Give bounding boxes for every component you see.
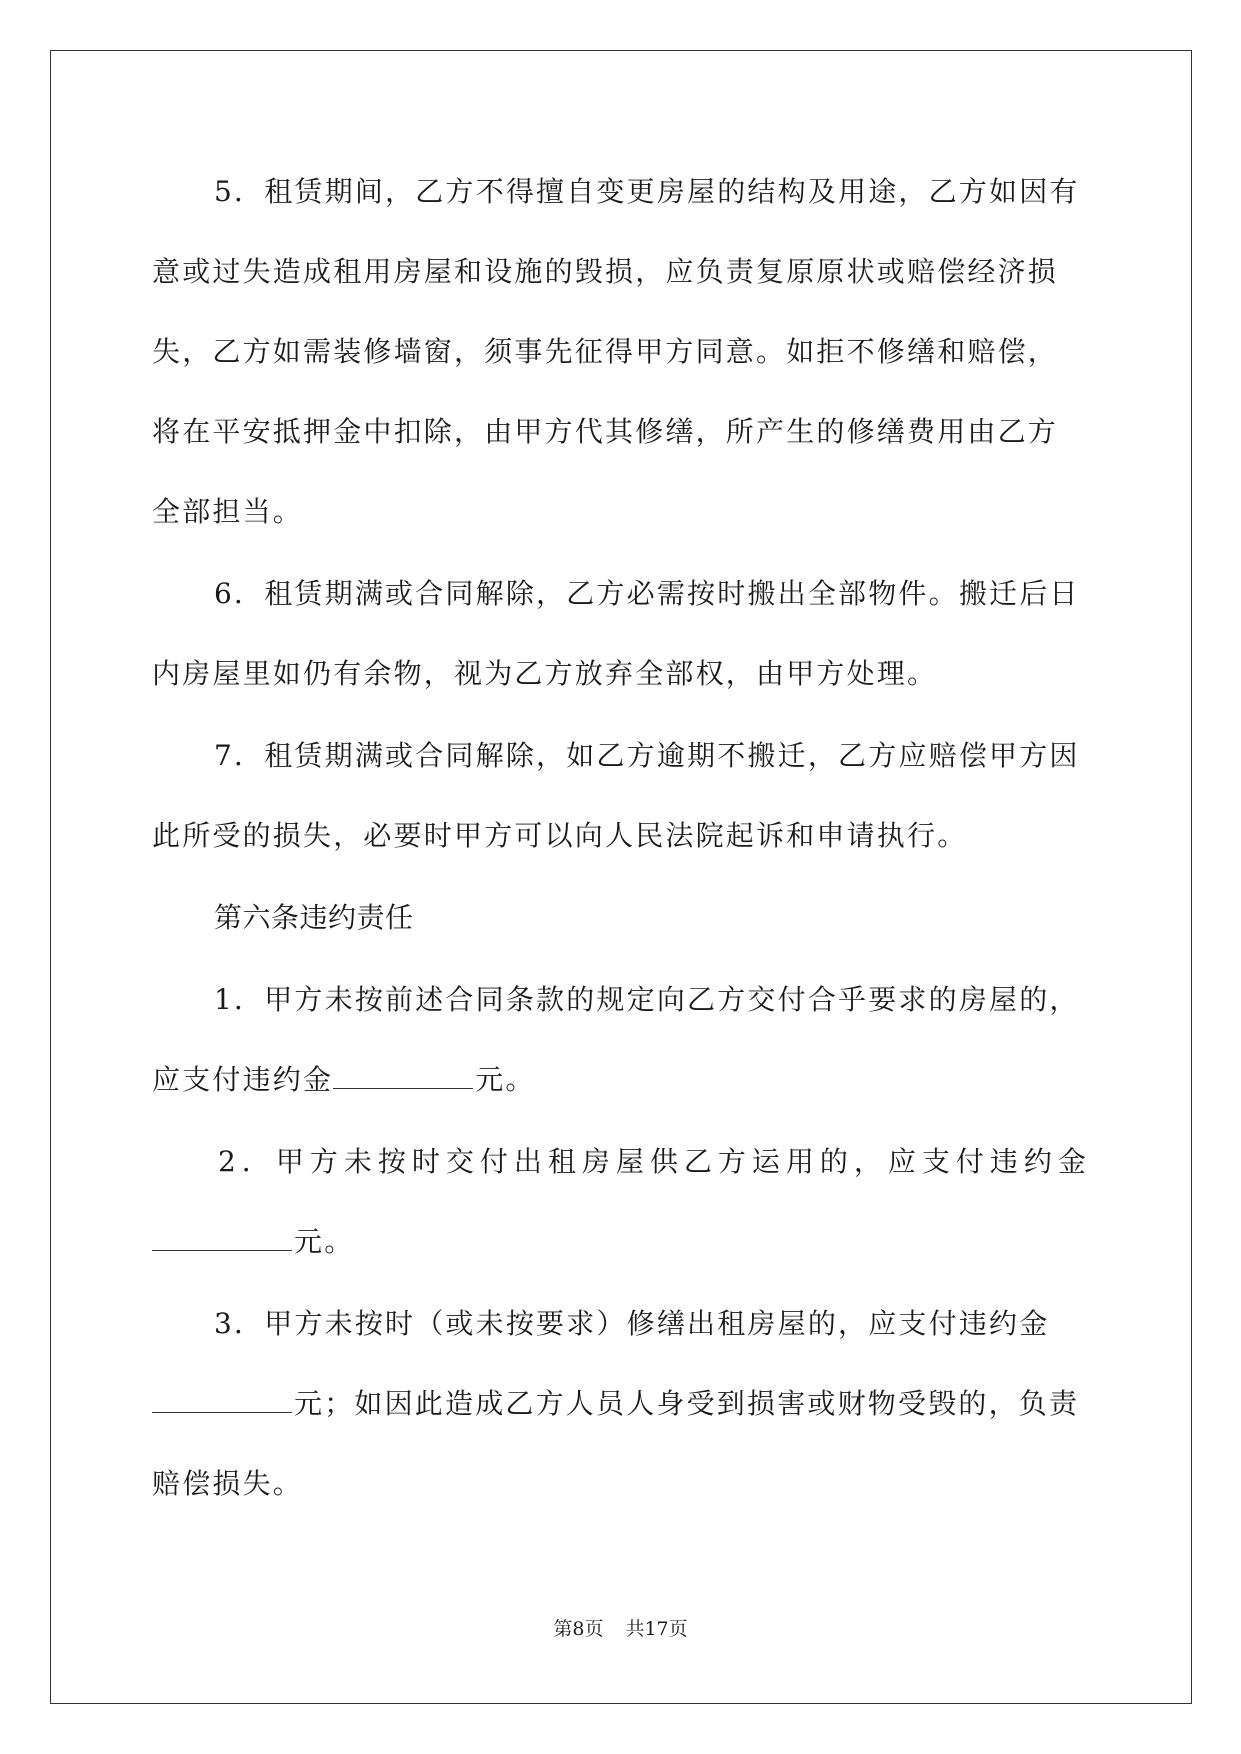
text-line-with-blank — [152, 1222, 354, 1262]
text-line: 此所受的损失，必要时甲方可以向人民法院起诉和申请执行。 — [152, 819, 968, 852]
section-heading: 第六条违约责任 — [214, 901, 414, 934]
text-line: 意或过失造成租用房屋和设施的毁损，应负责复原原状或赔偿经济损 — [152, 255, 1059, 288]
text-line: 5．租赁期间，乙方不得擅自变更房屋的结构及用途，乙方如因有 — [214, 175, 1080, 208]
page-number: 第8页 — [553, 1618, 604, 1640]
page-border — [50, 50, 1192, 1704]
fill-in-blank — [152, 1384, 292, 1413]
page-total: 共17页 — [625, 1618, 688, 1640]
text-line: 赔偿损失。 — [152, 1467, 304, 1500]
text-line: 失，乙方如需装修墙窗，须事先征得甲方同意。如拒不修缮和赔偿， — [152, 335, 1059, 368]
text-line: 7．租赁期满或合同解除，如乙方逾期不搬迁，乙方应赔偿甲方因 — [214, 739, 1080, 772]
text-line: 全部担当。 — [152, 495, 304, 528]
text-segment: 应支付违约金 — [152, 1063, 334, 1096]
text-line: 6．租赁期满或合同解除，乙方必需按时搬出全部物件。搬迁后日 — [214, 577, 1080, 610]
text-line-with-blank — [152, 1384, 1079, 1424]
fill-in-blank — [333, 1060, 473, 1089]
text-line: 将在平安抵押金中扣除，由甲方代其修缮，所产生的修缮费用由乙方 — [152, 415, 1059, 448]
page-footer — [0, 1617, 1241, 1641]
text-line: 2．甲方未按时交付出租房屋供乙方运用的，应支付违约金 — [218, 1145, 1092, 1178]
fill-in-blank — [152, 1222, 292, 1251]
text-segment: 元。 — [294, 1225, 355, 1258]
text-line: 1．甲方未按前述合同条款的规定向乙方交付合乎要求的房屋的， — [214, 983, 1080, 1016]
text-segment: 元。 — [475, 1063, 536, 1096]
text-segment: 元；如因此造成乙方人员人身受到损害或财物受毁的，负责 — [294, 1387, 1080, 1420]
text-line: 内房屋里如仍有余物，视为乙方放弃全部权，由甲方处理。 — [152, 657, 938, 690]
text-line: 3．甲方未按时（或未按要求）修缮出租房屋的，应支付违约金 — [214, 1307, 1050, 1340]
text-line-with-blank — [152, 1060, 536, 1100]
